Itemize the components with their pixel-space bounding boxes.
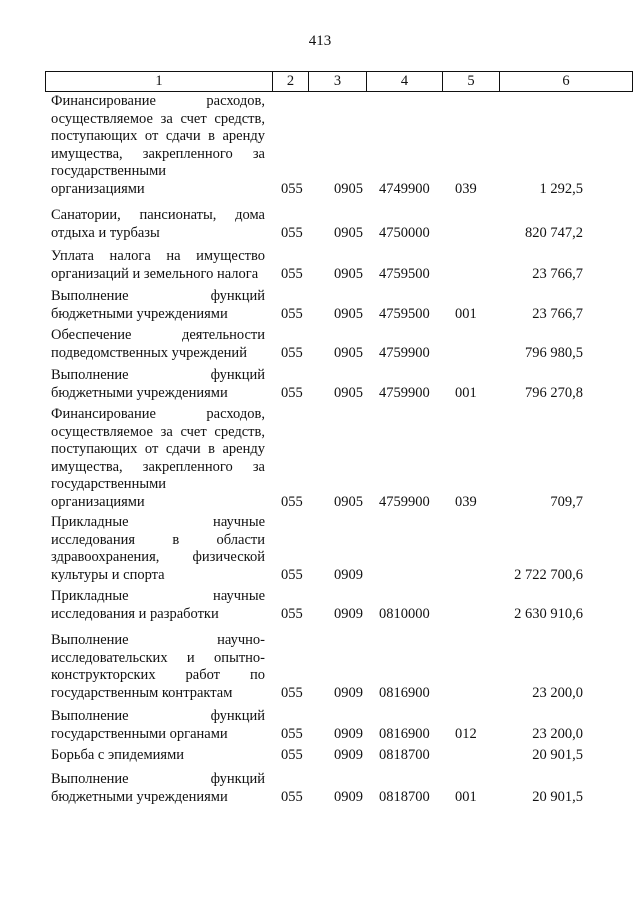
cell-col-3: 0909 bbox=[334, 788, 363, 805]
description-line: Финансирование расходов, bbox=[51, 406, 265, 422]
cell-col-6: 796 980,5 bbox=[525, 344, 583, 361]
cell-col-3: 0905 bbox=[334, 265, 363, 282]
cell-col-4: 4759900 bbox=[379, 494, 430, 510]
row-description bbox=[51, 771, 265, 806]
description-line: осуществляемое за счет средств, bbox=[51, 110, 265, 127]
row-description bbox=[51, 632, 265, 702]
cell-col-4: 0818700 bbox=[379, 788, 430, 805]
cell-col-3: 0905 bbox=[334, 181, 363, 197]
cell-col-6: 1 292,5 bbox=[539, 181, 583, 197]
row-description bbox=[51, 588, 265, 623]
header-col-3: 3 bbox=[308, 72, 366, 91]
row-description bbox=[51, 708, 265, 743]
cell-col-4: 4759900 bbox=[379, 344, 430, 361]
description-line: государственными bbox=[51, 163, 167, 180]
description-line: организациями bbox=[51, 180, 145, 197]
cell-col-3: 0909 bbox=[334, 747, 363, 763]
cell-col-3: 0905 bbox=[334, 224, 363, 241]
cell-col-5: 012 bbox=[455, 725, 477, 742]
cell-col-2: 055 bbox=[281, 566, 303, 583]
row-description bbox=[51, 248, 265, 283]
cell-col-5: 001 bbox=[455, 384, 477, 401]
description-line: Санатории, пансионаты, дома bbox=[51, 207, 265, 223]
row-description bbox=[51, 406, 265, 512]
cell-col-3: 0905 bbox=[334, 305, 363, 322]
description-line: исследования в области bbox=[51, 531, 265, 548]
cell-col-6: 820 747,2 bbox=[525, 224, 583, 241]
description-line: бюджетными учреждениями bbox=[51, 305, 228, 322]
description-line: осуществляемое за счет средств, bbox=[51, 423, 265, 440]
header-col-4: 4 bbox=[366, 72, 442, 91]
cell-col-2: 055 bbox=[281, 788, 303, 805]
cell-col-2: 055 bbox=[281, 384, 303, 401]
cell-col-4: 0816900 bbox=[379, 725, 430, 742]
cell-col-2: 055 bbox=[281, 224, 303, 241]
description-line: Обеспечение деятельности bbox=[51, 327, 265, 343]
row-description bbox=[51, 288, 265, 323]
description-line: Выполнение функций bbox=[51, 288, 265, 304]
row-description bbox=[51, 207, 265, 242]
cell-col-2: 055 bbox=[281, 181, 303, 197]
cell-col-2: 055 bbox=[281, 684, 303, 701]
cell-col-5: 001 bbox=[455, 305, 477, 322]
description-line: подведомственных учреждений bbox=[51, 344, 247, 361]
cell-col-3: 0909 bbox=[334, 684, 363, 701]
table-header bbox=[45, 71, 633, 92]
description-line: Уплата налога на имущество bbox=[51, 248, 265, 264]
cell-col-4: 0816900 bbox=[379, 684, 430, 701]
cell-col-2: 055 bbox=[281, 344, 303, 361]
description-line: отдыха и турбазы bbox=[51, 224, 160, 241]
description-line: поступающих от сдачи в аренду bbox=[51, 441, 265, 458]
header-col-5: 5 bbox=[442, 72, 499, 91]
cell-col-6: 709,7 bbox=[550, 494, 583, 510]
cell-col-5: 001 bbox=[455, 788, 477, 805]
page-number: 413 bbox=[308, 33, 332, 49]
cell-col-3: 0909 bbox=[334, 605, 363, 622]
cell-col-2: 055 bbox=[281, 605, 303, 622]
cell-col-4: 0810000 bbox=[379, 605, 430, 622]
cell-col-6: 796 270,8 bbox=[525, 384, 583, 401]
cell-col-6: 2 630 910,6 bbox=[514, 605, 583, 622]
description-line: государственным контрактам bbox=[51, 684, 233, 701]
description-line: организаций и земельного налога bbox=[51, 265, 259, 282]
cell-col-2: 055 bbox=[281, 305, 303, 322]
cell-col-6: 20 901,5 bbox=[532, 747, 583, 763]
description-line: Финансирование расходов, bbox=[51, 93, 265, 109]
cell-col-6: 23 766,7 bbox=[532, 305, 583, 322]
description-line: Прикладные научные bbox=[51, 588, 265, 604]
cell-col-4: 4749900 bbox=[379, 181, 430, 197]
header-col-1: 1 bbox=[155, 73, 163, 89]
cell-col-4: 0818700 bbox=[379, 747, 430, 763]
row-description bbox=[51, 747, 265, 765]
cell-col-2: 055 bbox=[281, 265, 303, 282]
row-description bbox=[51, 367, 265, 402]
description-line: имущества, закрепленного за bbox=[51, 458, 265, 475]
description-line: Выполнение функций bbox=[51, 708, 265, 724]
cell-col-4: 4750000 bbox=[379, 224, 430, 241]
cell-col-3: 0909 bbox=[334, 725, 363, 742]
description-line: имущества, закрепленного за bbox=[51, 145, 265, 162]
description-line: здравоохранения, физической bbox=[51, 549, 265, 566]
cell-col-3: 0909 bbox=[334, 566, 363, 583]
cell-col-3: 0905 bbox=[334, 344, 363, 361]
cell-col-6: 2 722 700,6 bbox=[514, 566, 583, 583]
cell-col-4: 4759900 bbox=[379, 384, 430, 401]
cell-col-5: 039 bbox=[455, 494, 477, 510]
description-line: Выполнение научно- bbox=[51, 632, 265, 648]
row-description bbox=[51, 514, 265, 584]
description-line: поступающих от сдачи в аренду bbox=[51, 128, 265, 145]
description-line: государственными органами bbox=[51, 725, 228, 742]
cell-col-2: 055 bbox=[281, 494, 303, 510]
row-description bbox=[51, 93, 265, 199]
description-line: Выполнение функций bbox=[51, 771, 265, 787]
description-line: государственными bbox=[51, 476, 167, 493]
cell-col-6: 23 200,0 bbox=[532, 684, 583, 701]
header-col-6: 6 bbox=[499, 72, 632, 91]
cell-col-2: 055 bbox=[281, 747, 303, 763]
description-line: Прикладные научные bbox=[51, 514, 265, 530]
cell-col-2: 055 bbox=[281, 725, 303, 742]
description-line: исследования и разработки bbox=[51, 605, 219, 622]
cell-col-6: 23 766,7 bbox=[532, 265, 583, 282]
description-line: бюджетными учреждениями bbox=[51, 384, 228, 401]
description-line: культуры и спорта bbox=[51, 566, 165, 583]
description-line: конструкторских работ по bbox=[51, 667, 265, 684]
cell-col-4: 4759500 bbox=[379, 265, 430, 282]
description-line: организациями bbox=[51, 493, 145, 510]
cell-col-6: 23 200,0 bbox=[532, 725, 583, 742]
description-line: бюджетными учреждениями bbox=[51, 788, 228, 805]
cell-col-5: 039 bbox=[455, 181, 477, 197]
description-line: исследовательских и опытно- bbox=[51, 649, 265, 666]
cell-col-3: 0905 bbox=[334, 494, 363, 510]
cell-col-4: 4759500 bbox=[379, 305, 430, 322]
cell-col-3: 0905 bbox=[334, 384, 363, 401]
row-description bbox=[51, 327, 265, 362]
header-col-2: 2 bbox=[272, 72, 308, 91]
description-line: Борьба с эпидемиями bbox=[51, 747, 185, 763]
cell-col-6: 20 901,5 bbox=[532, 788, 583, 805]
description-line: Выполнение функций bbox=[51, 367, 265, 383]
